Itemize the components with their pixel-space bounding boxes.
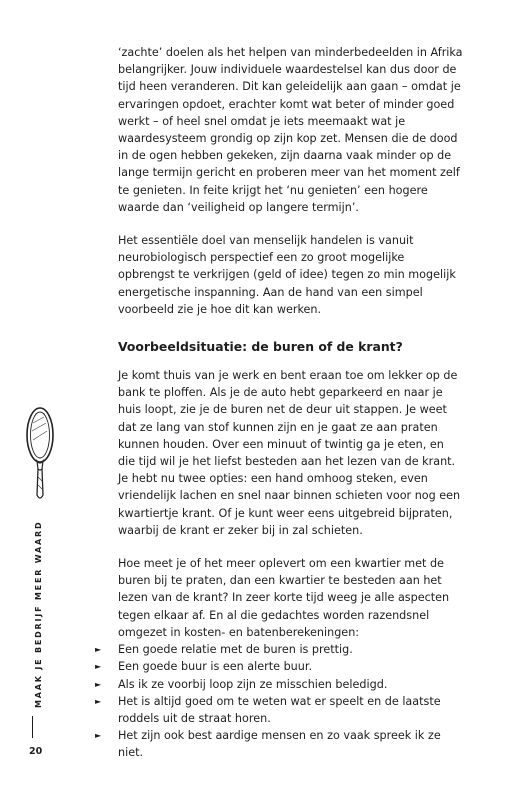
- bullet-arrow-icon: ►: [95, 645, 102, 655]
- list-item: ► Een goede buur is een alerte buur.: [118, 658, 463, 675]
- bullet-arrow-icon: ►: [95, 731, 102, 741]
- list-item: ► Een goede relatie met de buren is prettig.: [118, 641, 463, 658]
- bullet-arrow-icon: ►: [95, 696, 102, 706]
- bullet-arrow-icon: ►: [95, 679, 102, 689]
- list-item: ► Het is altijd goed om te weten wat er speelt en de laatste roddels uit de straat horen.: [95, 694, 441, 725]
- book-title: MAAK JE BEDRIJF MEER WAARD: [34, 520, 43, 708]
- running-sidebar: [27, 440, 53, 760]
- paragraph-2: Het essentiële doel van menselijk handelen is vanuit neurobiologisch perspectief een zo groot mogelijke opbrengst te verkrijgen (geld of idee) tegen zo min mogelijk energetische inspanning. Aan de hand van een simpel voorbeeld zie je hoe dit kan werken.: [118, 234, 456, 316]
- section-paragraph-1: Je komt thuis van je werk en bent eraan toe om lekker op de bank te ploffen. Als je de auto hebt geparkeerd en naar je huis loopt, zie je de buren net de deur uit stappen. Je weet dat ze lang van stof kunnen zijn en je gaat ze aan praten kunnen houden. Over een minuut of twintig ga je eten, en die tijd wil je het liefst besteden aan het lezen van de krant. Je hebt nu twee opties: een hand omhoog steken, even vriendelijk lachen en snel naar binnen schieten voor nog een kwartiertje krant. Of je kunt weer eens uitgebreid bijpraten, waarbij de krant er zeker bij in zal schieten.: [118, 369, 461, 537]
- section-heading: Voorbeeldsituatie: de buren of de krant?: [118, 339, 403, 355]
- paragraph-1: ‘zachte’ doelen als het helpen van minderbedeelden in Afrika belangrijker. Jouw individuele waardestelsel kan dus door de tijd heen veranderen. Dit kan geleidelijk aan gaan – omdat je ervaringen opdoet, erachter komt wat beter of minder goed werkt – of heel snel omdat je iets meemaakt wat je waardesysteem grondig op zijn kop zet. Mensen die de dood in de ogen hebben gekeken, zijn daarna vaak minder op de lange termijn gericht en proberen meer van het moment zelf te genieten. In feite krijgt het ‘nu genieten’ een hogere waarde dan ‘veiligheid op langere termijn’.: [118, 46, 463, 214]
- body-text: [95, 44, 463, 762]
- section-paragraph-2: Hoe meet je of het meer oplevert om een kwartier met de buren bij te praten, dan een kwartier te besteden aan het lezen van de krant? In zeer korte tijd weeg je alle aspecten tegen elkaar af. En al die gedachtes worden razendsnel omgezet in kosten- en batenberekeningen:: [118, 557, 450, 639]
- bullet-arrow-icon: ►: [95, 662, 102, 672]
- bullet-list: [95, 641, 463, 761]
- list-item: ► Als ik ze voorbij loop zijn ze misschien beledigd.: [118, 676, 463, 693]
- sidebar-divider: [32, 716, 33, 738]
- list-item: ► Het zijn ook best aardige mensen en zo vaak spreek ik ze niet.: [95, 729, 441, 760]
- page-number: 20: [29, 746, 43, 757]
